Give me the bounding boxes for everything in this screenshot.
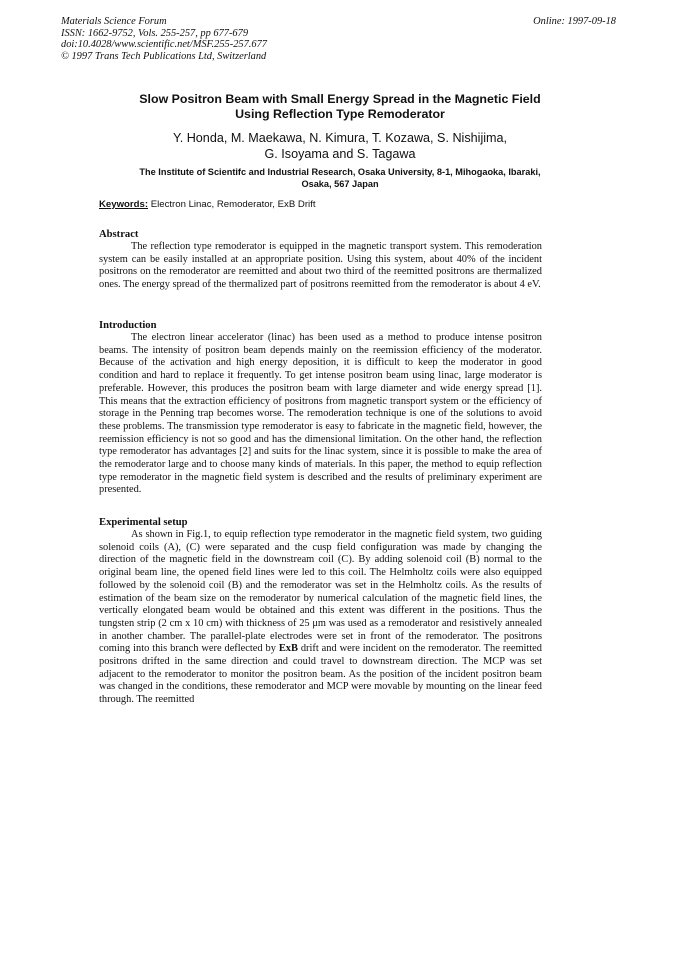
journal-issn: ISSN: 1662-9752, Vols. 255-257, pp 677-679: [61, 27, 249, 39]
experimental-setup-section: [99, 516, 542, 707]
journal-copyright: © 1997 Trans Tech Publications Ltd, Switzerland: [61, 50, 267, 62]
author-list: [80, 130, 600, 162]
introduction-heading: Introduction: [99, 320, 157, 331]
paper-title: [80, 92, 600, 122]
keywords-label: Keywords:: [99, 199, 149, 210]
title-line-2: Using Reflection Type Remoderator: [235, 107, 445, 121]
journal-name: Materials Science Forum: [61, 16, 167, 27]
affiliation-line-1: The Institute of Scientifc and Industrial Research, Osaka University, 8-1, Mihogaoka, Ibaraki,: [139, 167, 541, 177]
setup-body-part-2: drift and were incident on the remoderator. The reemitted positrons drifted in the same direction and could travel to downstream direction. The MCP was set adjacent to the remoderator to monitor the positron beam. As the position of the incident positron beam was changed in the conditions, these remoderator and MCP were movable by mounting on the linear feed through. The reemitted: [99, 643, 542, 706]
abstract-body: The reflection type remoderator is equipped in the magnetic transport system. This remoderation system can be easily installed at an appropriate position. Using this system, about 40% of the incident positrons on the remoderator are reemitted and about two third of the reemitted positrons are thermalized ones. The energy spread of the thermalized part of positrons reemitted from the remoderator is about 4 eV.: [99, 241, 542, 291]
keywords: [99, 199, 315, 210]
authors-line-2: G. Isoyama and S. Tagawa: [264, 147, 416, 161]
journal-doi[interactable]: doi:10.4028/www.scientific.net/MSF.255-257.677: [61, 39, 267, 51]
affiliation-line-2: Osaka, 567 Japan: [301, 179, 379, 189]
abstract-section: [99, 228, 542, 292]
keywords-list: Electron Linac, Remoderator, ExB Drift: [150, 199, 316, 210]
introduction-body: The electron linear accelerator (linac) has been used as a method to produce intense positron beams. The intensity of positron beam depends mainly on the reemission efficiency of the moderator. Because of the activation and high energy deposition, it is difficult to keep the moderator in good condition and hard to replace it frequently. To get intense positron beam using linac, large moderator is preferable. However, this produces the positron beam with large diameter and wide energy spread [1]. This means that the extraction efficiency of positrons from magnetic transport system or the efficiency of storage in the Penning trap becomes worse. The remoderation technique is one of the solutions to avoid these problems. The transmission type remoderator is easy to fabricate in the magnetic field, however, the reemission efficiency is not so good and has the dimensional limitation. On the other hand, the reflection type remoderator has advantages [2] and suits for the linac system, since it is possible to make the area of the remoderator large and to choose many kinds of materials. In this paper, the method to equip reflection type remoderator in the magnetic field system is described and the results of preliminary experiment are presented.: [99, 332, 542, 496]
abstract-heading: Abstract: [99, 229, 139, 240]
title-line-1: Slow Positron Beam with Small Energy Spread in the Magnetic Field: [139, 92, 541, 106]
affiliation: [90, 166, 590, 190]
introduction-section: [99, 319, 542, 497]
setup-body-part-1: As shown in Fig.1, to equip reflection type remoderator in the magnetic field system, two guiding solenoid coils (A), (C) were separated and the cusp field configuration was made by changing the direction of the magnetic field in the downstream coil (C). By adding solenoid coil (B) normal to the original beam line, the opened field lines were led to this coil. The Helmholtz coils were also equipped followed by the solenoid coil (B) and the remoderator was set in the Helmholtz coils. As the results of estimation of the beam size on the remoderator by numerical calculation of the magnetic field lines, the vertically elongated beam would be obtained and this extent was different in the positions. Thus the tungsten strip (2 cm x 10 cm) with thickness of 25 μm was used as a remoderator and resistively annealed in another chamber. The parallel-plate electrodes were set in front of the remoderator. The positrons coming into this branch were deflected by: [99, 529, 542, 655]
authors-line-1: Y. Honda, M. Maekawa, N. Kimura, T. Kozawa, S. Nishijima,: [172, 131, 508, 145]
setup-body: [99, 529, 542, 707]
exb-term: ExB: [278, 643, 298, 655]
journal-header: [61, 16, 267, 62]
online-date: Online: 1997-09-18: [533, 16, 616, 27]
setup-heading: Experimental setup: [99, 517, 188, 528]
